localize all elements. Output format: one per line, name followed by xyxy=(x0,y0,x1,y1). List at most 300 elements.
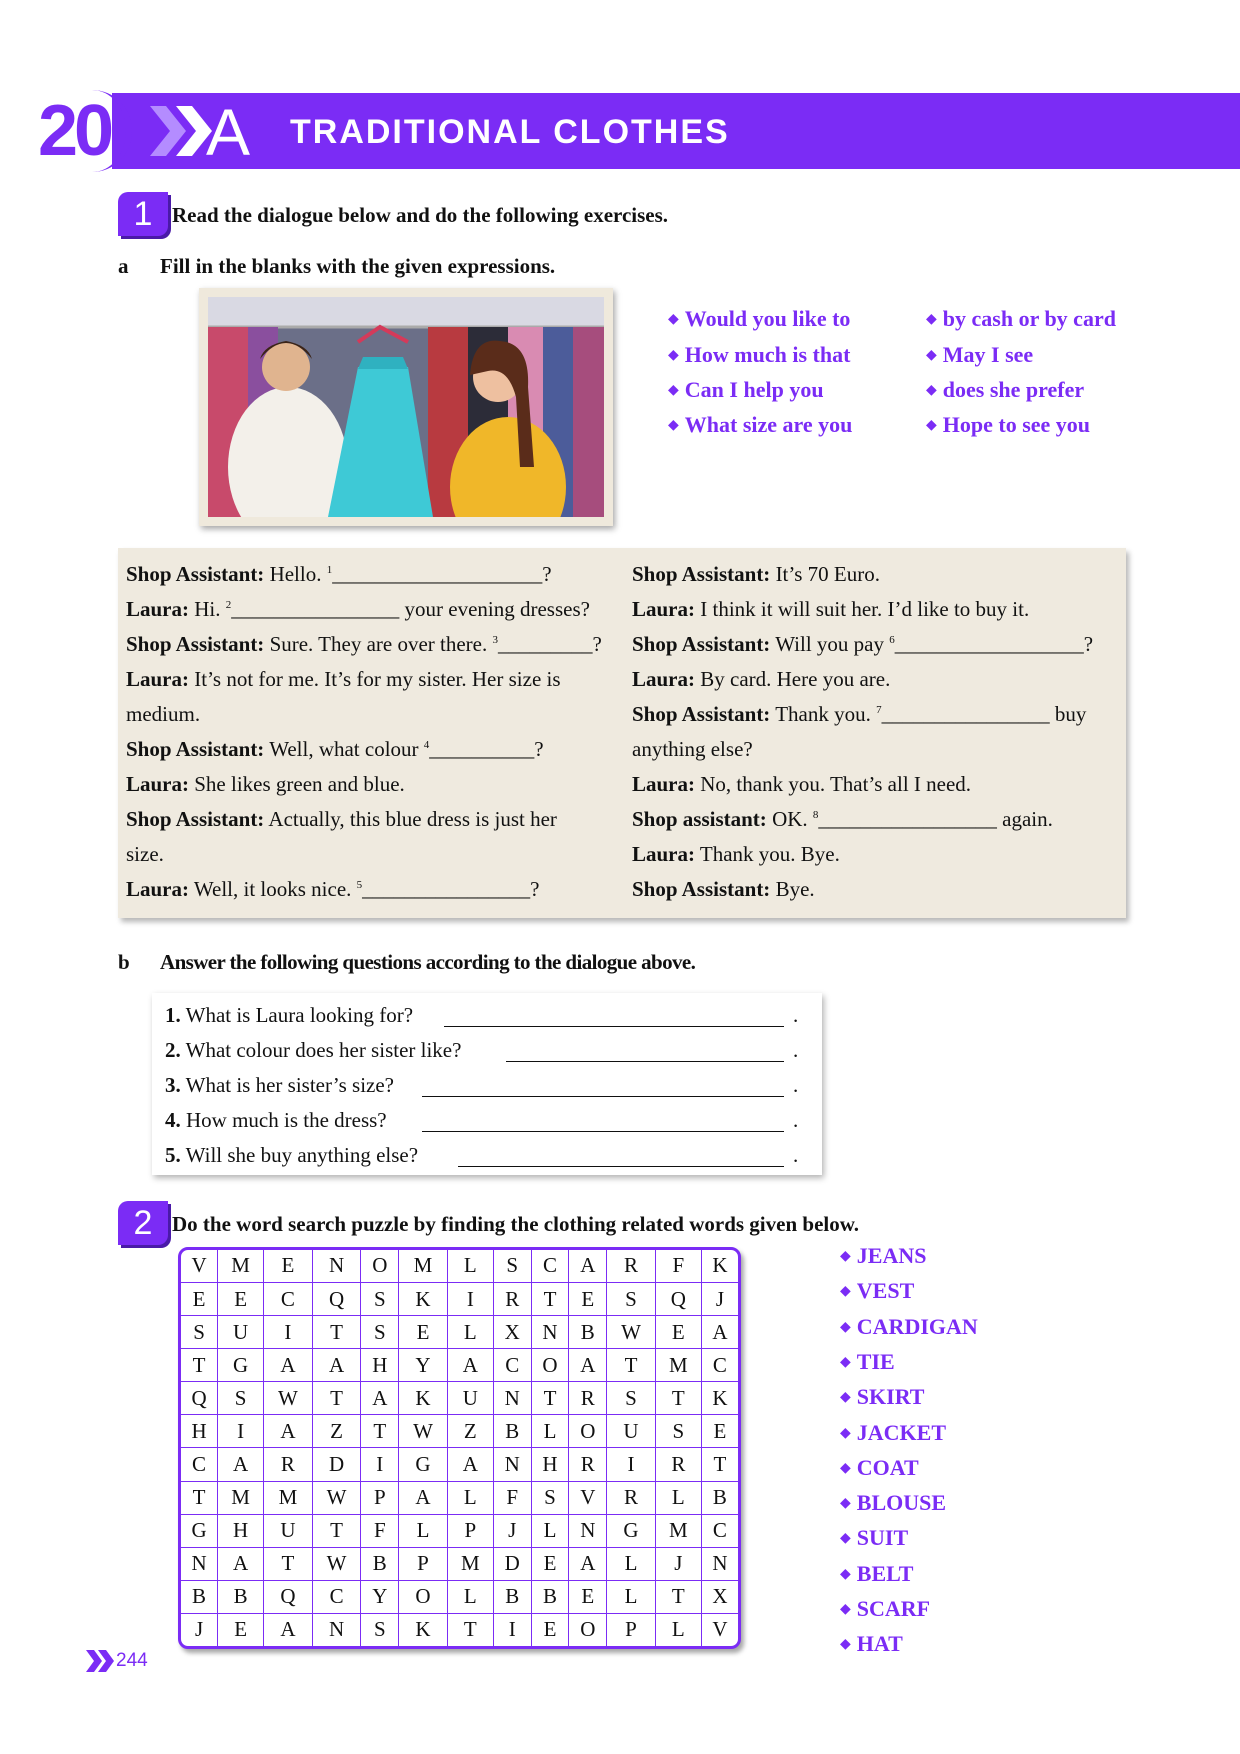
answer-line[interactable] xyxy=(444,1026,784,1027)
grid-cell[interactable]: O xyxy=(569,1415,607,1448)
diamond-bullet-icon: ◆ xyxy=(668,312,679,327)
grid-cell[interactable]: T xyxy=(607,1349,656,1382)
dialogue-text: ? xyxy=(534,737,544,761)
grid-cell[interactable]: S xyxy=(181,1316,218,1349)
dialogue-line xyxy=(126,597,590,622)
dialogue-line xyxy=(126,667,561,692)
part-b-instruction: Answer the following questions according to the dialogue above. xyxy=(160,950,696,974)
grid-cell[interactable]: Z xyxy=(447,1415,493,1448)
grid-cell[interactable]: L xyxy=(447,1481,493,1514)
word-list-item: ◆ BLOUSE xyxy=(840,1490,947,1516)
grid-cell[interactable]: R xyxy=(655,1448,701,1481)
grid-cell[interactable]: N xyxy=(531,1316,569,1349)
grid-row xyxy=(181,1282,738,1315)
question-text: What is her sister’s size? xyxy=(185,1073,395,1097)
grid-cell[interactable]: T xyxy=(312,1514,361,1547)
question-item xyxy=(165,1143,418,1168)
section-letter: A xyxy=(206,95,251,169)
grid-cell[interactable]: J xyxy=(701,1282,738,1315)
grid-cell[interactable]: L xyxy=(399,1514,448,1547)
grid-cell[interactable]: T xyxy=(312,1316,361,1349)
grid-cell[interactable]: R xyxy=(607,1481,656,1514)
grid-cell[interactable]: U xyxy=(264,1514,313,1547)
diamond-bullet-icon: ◆ xyxy=(840,1496,851,1512)
grid-row xyxy=(181,1250,738,1282)
grid-cell[interactable]: S xyxy=(531,1481,569,1514)
grid-cell[interactable]: I xyxy=(607,1448,656,1481)
grid-cell[interactable]: E xyxy=(181,1282,218,1315)
grid-cell[interactable]: L xyxy=(447,1580,493,1613)
grid-cell[interactable]: R xyxy=(264,1448,313,1481)
grid-cell[interactable]: G xyxy=(399,1448,448,1481)
word-list-item: ◆ SCARF xyxy=(840,1596,931,1621)
grid-cell[interactable]: A xyxy=(218,1547,264,1580)
grid-cell[interactable]: F xyxy=(493,1481,531,1514)
speaker-name: Shop Assistant: xyxy=(632,632,771,656)
exercise-1-badge: 1 xyxy=(118,192,168,236)
grid-cell[interactable]: I xyxy=(218,1415,264,1448)
grid-cell[interactable]: N xyxy=(181,1547,218,1580)
grid-cell[interactable]: E xyxy=(531,1613,569,1646)
grid-cell[interactable]: K xyxy=(701,1250,738,1282)
word-list-item: ◆ CARDIGAN xyxy=(840,1313,978,1339)
grid-cell[interactable]: A xyxy=(569,1250,607,1282)
speaker-name: Laura: xyxy=(126,597,189,621)
dialogue-line xyxy=(126,807,557,832)
grid-cell[interactable]: J xyxy=(655,1547,701,1580)
speaker-name: Shop Assistant: xyxy=(632,702,771,726)
grid-cell[interactable]: A xyxy=(264,1349,313,1382)
grid-cell[interactable]: E xyxy=(655,1316,701,1349)
dialogue-line xyxy=(126,842,164,867)
blank-number: 5 xyxy=(356,879,363,891)
dialogue-text: She likes green and blue. xyxy=(194,772,405,796)
grid-cell[interactable]: K xyxy=(399,1382,448,1415)
expression-item: ◆ Would you like to xyxy=(668,306,851,331)
grid-cell[interactable]: A xyxy=(701,1316,738,1349)
grid-cell[interactable]: A xyxy=(218,1448,264,1481)
grid-cell[interactable]: U xyxy=(607,1415,656,1448)
grid-cell[interactable]: Q xyxy=(312,1282,361,1315)
grid-cell[interactable]: E xyxy=(701,1415,738,1448)
grid-cell[interactable]: A xyxy=(447,1349,493,1382)
grid-cell[interactable]: N xyxy=(493,1448,531,1481)
grid-cell[interactable]: I xyxy=(264,1316,313,1349)
grid-cell[interactable]: L xyxy=(531,1514,569,1547)
grid-cell[interactable]: W xyxy=(607,1316,656,1349)
diamond-bullet-icon: ◆ xyxy=(926,383,937,398)
grid-row xyxy=(181,1547,738,1580)
word-list-item: ◆ JEANS xyxy=(840,1243,927,1268)
grid-cell[interactable]: M xyxy=(399,1250,448,1282)
grid-cell[interactable]: I xyxy=(447,1282,493,1315)
dialogue-text: Will you pay xyxy=(775,632,890,656)
dialogue-text: Well, what colour xyxy=(269,737,424,761)
answer-blank[interactable]: ________________ xyxy=(231,597,400,621)
answer-blank[interactable]: ________________ xyxy=(362,877,531,901)
grid-cell[interactable]: A xyxy=(361,1382,399,1415)
grid-cell[interactable]: U xyxy=(218,1316,264,1349)
expression-item: ◆ What size are you xyxy=(668,412,853,437)
word-list-item: ◆ COAT xyxy=(840,1454,919,1480)
grid-cell[interactable]: P xyxy=(447,1514,493,1547)
grid-cell[interactable]: M xyxy=(655,1349,701,1382)
grid-cell[interactable]: K xyxy=(399,1613,448,1646)
grid-cell[interactable]: S xyxy=(655,1415,701,1448)
answer-blank[interactable]: __________________ xyxy=(894,632,1084,656)
grid-cell[interactable]: S xyxy=(607,1382,656,1415)
grid-cell[interactable]: N xyxy=(701,1547,738,1580)
end-mark: . xyxy=(793,1073,799,1097)
grid-cell[interactable]: B xyxy=(569,1316,607,1349)
end-mark: . xyxy=(793,1038,799,1062)
question-item xyxy=(165,1073,394,1098)
grid-cell[interactable]: T xyxy=(312,1382,361,1415)
grid-cell[interactable]: D xyxy=(493,1547,531,1580)
grid-cell[interactable]: V xyxy=(701,1613,738,1646)
grid-cell[interactable]: M xyxy=(264,1481,313,1514)
dialogue-line xyxy=(632,842,840,867)
dialogue-text: Bye. xyxy=(775,877,815,901)
grid-cell[interactable]: C xyxy=(701,1514,738,1547)
dialogue-text: I think it will suit her. I’d like to buy it. xyxy=(700,597,1030,621)
grid-cell[interactable]: H xyxy=(218,1514,264,1547)
answer-line[interactable] xyxy=(422,1096,784,1097)
grid-cell[interactable]: J xyxy=(493,1514,531,1547)
grid-cell[interactable]: Q xyxy=(264,1580,313,1613)
grid-cell[interactable]: C xyxy=(264,1282,313,1315)
grid-cell[interactable]: M xyxy=(447,1547,493,1580)
grid-cell[interactable]: T xyxy=(531,1282,569,1315)
grid-cell[interactable]: S xyxy=(218,1382,264,1415)
grid-row xyxy=(181,1580,738,1613)
grid-cell[interactable]: T xyxy=(361,1415,399,1448)
grid-cell[interactable]: I xyxy=(493,1613,531,1646)
speaker-name: Laura: xyxy=(126,667,189,691)
grid-cell[interactable]: P xyxy=(399,1547,448,1580)
diamond-bullet-icon: ◆ xyxy=(840,1354,851,1370)
question-item xyxy=(165,1108,387,1133)
grid-cell[interactable]: Q xyxy=(181,1382,218,1415)
end-mark: . xyxy=(793,1108,799,1132)
grid-cell[interactable]: R xyxy=(607,1250,656,1282)
diamond-bullet-icon: ◆ xyxy=(840,1319,851,1335)
grid-cell[interactable]: T xyxy=(181,1481,218,1514)
grid-cell[interactable]: E xyxy=(569,1282,607,1315)
grid-cell[interactable]: E xyxy=(218,1282,264,1315)
dialogue-line xyxy=(126,702,200,727)
question-item xyxy=(165,1003,413,1028)
grid-cell[interactable]: O xyxy=(531,1349,569,1382)
grid-cell[interactable]: H xyxy=(361,1349,399,1382)
grid-row xyxy=(181,1415,738,1448)
dialogue-line xyxy=(632,772,971,797)
answer-blank[interactable]: __________ xyxy=(429,737,535,761)
grid-cell[interactable]: N xyxy=(569,1514,607,1547)
grid-cell[interactable]: S xyxy=(361,1282,399,1315)
double-chevron-icon xyxy=(86,1648,116,1674)
grid-cell[interactable]: U xyxy=(447,1382,493,1415)
answer-blank[interactable]: ____________________ xyxy=(332,562,543,586)
diamond-bullet-icon: ◆ xyxy=(668,348,679,363)
question-number: 1. xyxy=(165,1003,181,1027)
grid-cell[interactable]: A xyxy=(312,1349,361,1382)
grid-cell[interactable]: L xyxy=(447,1316,493,1349)
word-list-item: ◆ TIE xyxy=(840,1348,895,1374)
blank-number: 6 xyxy=(889,634,895,646)
grid-cell[interactable]: C xyxy=(312,1580,361,1613)
dialogue-line xyxy=(632,807,1053,832)
grid-cell[interactable]: W xyxy=(312,1481,361,1514)
grid-cell[interactable]: J xyxy=(181,1613,218,1646)
grid-cell[interactable]: T xyxy=(531,1382,569,1415)
end-mark: . xyxy=(793,1003,799,1027)
question-item xyxy=(165,1038,461,1063)
dialogue-line xyxy=(632,632,1093,657)
speaker-name: Laura: xyxy=(632,667,695,691)
part-a-letter: a xyxy=(118,254,129,278)
word-list-item: ◆ VEST xyxy=(840,1278,915,1304)
grid-cell[interactable]: M xyxy=(218,1481,264,1514)
shop-photo xyxy=(199,288,613,526)
grid-cell[interactable]: A xyxy=(569,1547,607,1580)
dialogue-text: Thank you. Bye. xyxy=(699,842,840,866)
grid-cell[interactable]: T xyxy=(701,1448,738,1481)
word-list-item: ◆ SUIT xyxy=(840,1525,909,1551)
word-list-item: ◆ SKIRT xyxy=(840,1384,925,1410)
grid-cell[interactable]: P xyxy=(607,1613,656,1646)
answer-blank[interactable]: ________________ xyxy=(881,702,1050,726)
grid-cell[interactable]: O xyxy=(399,1580,448,1613)
dialogue-line xyxy=(632,597,1029,622)
grid-cell[interactable]: H xyxy=(531,1448,569,1481)
question-number: 4. xyxy=(165,1108,181,1132)
grid-cell[interactable]: T xyxy=(264,1547,313,1580)
diamond-bullet-icon: ◆ xyxy=(926,418,937,433)
grid-cell[interactable]: X xyxy=(701,1580,738,1613)
dialogue-text: ? xyxy=(1083,632,1094,656)
grid-row xyxy=(181,1514,738,1547)
dialogue-line xyxy=(632,877,815,902)
grid-cell[interactable]: T xyxy=(447,1613,493,1646)
answer-blank[interactable]: _________________ xyxy=(818,807,997,831)
answer-line[interactable] xyxy=(422,1131,784,1132)
grid-cell[interactable]: Z xyxy=(312,1415,361,1448)
grid-cell[interactable]: G xyxy=(218,1349,264,1382)
speaker-name: Laura: xyxy=(632,842,695,866)
dialogue-text: ? xyxy=(530,877,540,901)
blank-number: 4 xyxy=(423,739,430,751)
dialogue-text: ? xyxy=(542,562,552,586)
diamond-bullet-icon: ◆ xyxy=(840,1460,851,1476)
grid-cell[interactable]: T xyxy=(655,1382,701,1415)
grid-row xyxy=(181,1349,738,1382)
question-number: 3. xyxy=(165,1073,181,1097)
dialogue-text: anything else? xyxy=(632,737,753,761)
grid-cell[interactable]: B xyxy=(493,1415,531,1448)
grid-cell[interactable]: O xyxy=(361,1250,399,1282)
dialogue-text: It’s 70 Euro. xyxy=(775,562,880,586)
dialogue-text: No, thank you. That’s all I need. xyxy=(700,772,972,796)
grid-cell[interactable]: E xyxy=(531,1547,569,1580)
dialogue-line xyxy=(632,562,880,587)
dialogue-text: Actually, this blue dress is just her xyxy=(268,807,557,831)
speaker-name: Shop Assistant: xyxy=(126,807,265,831)
grid-cell[interactable]: V xyxy=(569,1481,607,1514)
grid-row xyxy=(181,1382,738,1415)
blank-number: 2 xyxy=(225,599,232,611)
grid-cell[interactable]: G xyxy=(607,1514,656,1547)
grid-cell[interactable]: P xyxy=(361,1481,399,1514)
grid-cell[interactable]: F xyxy=(361,1514,399,1547)
grid-cell[interactable]: Y xyxy=(399,1349,448,1382)
dialogue-text: Thank you. xyxy=(775,702,877,726)
grid-cell[interactable]: T xyxy=(181,1349,218,1382)
grid-cell[interactable]: B xyxy=(218,1580,264,1613)
grid-cell[interactable]: W xyxy=(399,1415,448,1448)
grid-cell[interactable]: L xyxy=(531,1415,569,1448)
word-search-table xyxy=(181,1250,738,1646)
speaker-name: Laura: xyxy=(632,597,695,621)
grid-row xyxy=(181,1316,738,1349)
dialogue-line xyxy=(126,772,405,797)
exercise-2-instruction: Do the word search puzzle by finding the clothing related words given below. xyxy=(172,1212,859,1236)
grid-cell[interactable]: A xyxy=(264,1613,313,1646)
grid-cell[interactable]: E xyxy=(399,1316,448,1349)
dialogue-text: size. xyxy=(126,842,164,866)
dialogue-text: buy xyxy=(1049,702,1087,726)
speaker-name: Laura: xyxy=(126,877,189,901)
expression-item: ◆ How much is that xyxy=(668,342,851,367)
blank-number: 1 xyxy=(326,564,333,576)
grid-cell[interactable]: K xyxy=(701,1382,738,1415)
grid-cell[interactable]: T xyxy=(655,1580,701,1613)
grid-cell[interactable]: C xyxy=(701,1349,738,1382)
grid-cell[interactable]: B xyxy=(361,1547,399,1580)
grid-cell[interactable]: F xyxy=(655,1250,701,1282)
grid-cell[interactable]: L xyxy=(655,1613,701,1646)
speaker-name: Shop Assistant: xyxy=(126,562,265,586)
grid-cell[interactable]: B xyxy=(181,1580,218,1613)
grid-cell[interactable]: L xyxy=(607,1547,656,1580)
grid-cell[interactable]: X xyxy=(493,1316,531,1349)
dialogue-text: Sure. They are over there. xyxy=(269,632,493,656)
grid-cell[interactable]: G xyxy=(181,1514,218,1547)
grid-cell[interactable]: L xyxy=(607,1580,656,1613)
diamond-bullet-icon: ◆ xyxy=(840,1531,851,1547)
grid-row xyxy=(181,1448,738,1481)
grid-cell[interactable]: A xyxy=(264,1415,313,1448)
grid-cell[interactable]: E xyxy=(264,1250,313,1282)
part-b-letter: b xyxy=(118,950,130,974)
answer-blank[interactable]: _________ xyxy=(498,632,593,656)
grid-cell[interactable]: B xyxy=(701,1481,738,1514)
grid-cell[interactable]: L xyxy=(447,1250,493,1282)
grid-cell[interactable]: K xyxy=(399,1282,448,1315)
diamond-bullet-icon: ◆ xyxy=(840,1249,851,1264)
dialogue-text: ? xyxy=(592,632,602,656)
grid-cell[interactable]: B xyxy=(493,1580,531,1613)
dialogue-text: OK. xyxy=(772,807,813,831)
dialogue-text: your evening dresses? xyxy=(399,597,590,621)
grid-cell[interactable]: Q xyxy=(655,1282,701,1315)
grid-cell[interactable]: A xyxy=(447,1448,493,1481)
dialogue-line xyxy=(126,632,602,657)
grid-cell[interactable]: A xyxy=(399,1481,448,1514)
speaker-name: Shop assistant: xyxy=(632,807,767,831)
grid-cell[interactable]: N xyxy=(312,1613,361,1646)
grid-cell[interactable]: E xyxy=(569,1580,607,1613)
dialogue-line xyxy=(632,702,1086,727)
grid-cell[interactable]: D xyxy=(312,1448,361,1481)
grid-cell[interactable]: M xyxy=(218,1250,264,1282)
grid-cell[interactable]: C xyxy=(531,1250,569,1282)
diamond-bullet-icon: ◆ xyxy=(840,1284,851,1300)
grid-cell[interactable]: L xyxy=(655,1481,701,1514)
diamond-bullet-icon: ◆ xyxy=(840,1390,851,1406)
speaker-name: Shop Assistant: xyxy=(632,562,771,586)
grid-cell[interactable]: C xyxy=(493,1349,531,1382)
grid-cell[interactable]: S xyxy=(361,1613,399,1646)
grid-cell[interactable]: C xyxy=(181,1448,218,1481)
dialogue-text: By card. Here you are. xyxy=(700,667,891,691)
blank-number: 7 xyxy=(876,704,882,716)
dialogue-text: It’s not for me. It’s for my sister. Her size is xyxy=(194,667,561,691)
blank-number: 3 xyxy=(492,634,498,646)
grid-cell[interactable]: S xyxy=(607,1282,656,1315)
expression-item: ◆ by cash or by card xyxy=(926,306,1116,331)
grid-cell[interactable]: W xyxy=(264,1382,313,1415)
dialogue-line xyxy=(126,877,539,902)
diamond-bullet-icon: ◆ xyxy=(840,1602,851,1617)
speaker-name: Shop Assistant: xyxy=(126,632,265,656)
grid-cell[interactable]: A xyxy=(569,1349,607,1382)
question-text: How much is the dress? xyxy=(186,1108,387,1132)
question-text: What colour does her sister like? xyxy=(185,1038,462,1062)
grid-cell[interactable]: S xyxy=(361,1316,399,1349)
grid-cell[interactable]: V xyxy=(181,1250,218,1282)
diamond-bullet-icon: ◆ xyxy=(840,1425,851,1441)
grid-cell[interactable]: O xyxy=(569,1613,607,1646)
grid-cell[interactable]: W xyxy=(312,1547,361,1580)
part-a-instruction: Fill in the blanks with the given expressions. xyxy=(160,254,556,278)
answer-line[interactable] xyxy=(506,1061,784,1062)
grid-cell[interactable]: I xyxy=(361,1448,399,1481)
dialogue-text: Hi. xyxy=(194,597,226,621)
expression-item: ◆ does she prefer xyxy=(926,377,1085,402)
page-number: 244 xyxy=(116,1650,148,1671)
grid-row xyxy=(181,1613,738,1646)
grid-cell[interactable]: N xyxy=(312,1250,361,1282)
answer-line[interactable] xyxy=(458,1166,784,1167)
dialogue-line xyxy=(126,737,544,762)
expression-item: ◆ May I see xyxy=(926,342,1034,367)
grid-cell[interactable]: R xyxy=(569,1448,607,1481)
grid-cell[interactable]: R xyxy=(569,1382,607,1415)
blank-number: 8 xyxy=(812,809,819,821)
grid-cell[interactable]: E xyxy=(218,1613,264,1646)
diamond-bullet-icon: ◆ xyxy=(926,348,937,363)
grid-cell[interactable]: H xyxy=(181,1415,218,1448)
grid-cell[interactable]: B xyxy=(531,1580,569,1613)
diamond-bullet-icon: ◆ xyxy=(668,383,679,398)
grid-cell[interactable]: Y xyxy=(361,1580,399,1613)
grid-cell[interactable]: N xyxy=(493,1382,531,1415)
grid-cell[interactable]: M xyxy=(655,1514,701,1547)
grid-cell[interactable]: R xyxy=(493,1282,531,1315)
grid-cell[interactable]: S xyxy=(493,1250,531,1282)
exercise-1-instruction: Read the dialogue below and do the following exercises. xyxy=(172,203,669,227)
